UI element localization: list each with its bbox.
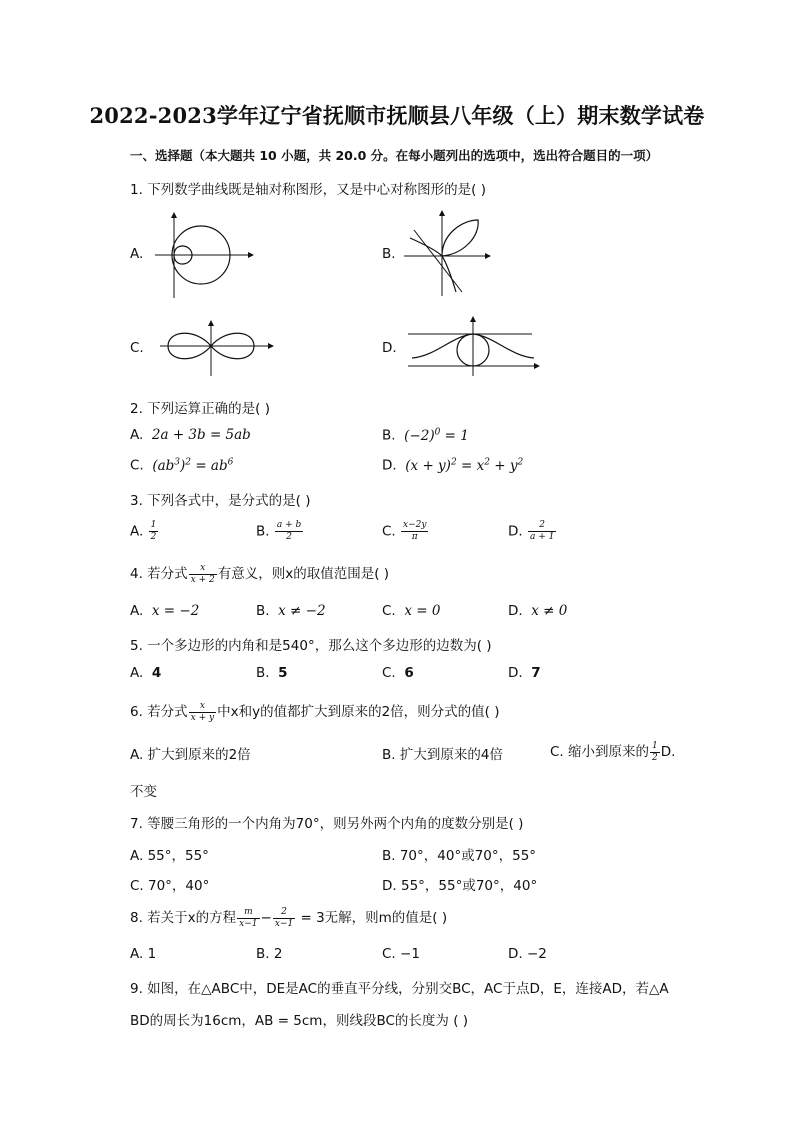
q2-b-rest: = 1 xyxy=(440,427,469,444)
q4-option-c: C. x = 0 xyxy=(382,603,441,619)
q2-c-e3: 6 xyxy=(227,457,234,467)
q2-b-base: (−2) xyxy=(404,427,435,444)
q8-option-a: A. 1 xyxy=(130,946,157,962)
q3-b-fraction: $\frac{a + b}{2}$ xyxy=(276,520,302,542)
question-2-stem: 2. 下列运算正确的是( ) xyxy=(130,401,270,417)
q3-d-fraction: $\frac{2}{a + 1}$ xyxy=(529,520,555,542)
q2-option-c-label: C. xyxy=(130,457,144,474)
q6-fraction: $\frac{x}{x + y}$ xyxy=(190,700,215,723)
q3-option-d-label: D. xyxy=(508,523,523,540)
q6-option-b: B. 扩大到原来的4倍 xyxy=(382,747,503,763)
q3-option-a-label: A. xyxy=(130,523,144,540)
q2-d-plus: + y xyxy=(489,457,518,474)
q3-option-d xyxy=(508,520,557,543)
q7-option-a: A. 55°，55° xyxy=(130,848,209,864)
q4-option-a: A. x = −2 xyxy=(130,603,200,619)
q3-c-fraction: $\frac{x-2y}{\pi}$ xyxy=(403,520,427,542)
question-7-stem: 7. 等腰三角形的一个内角为70°，则另外两个内角的度数分别是( ) xyxy=(130,816,524,832)
q1-figure-d xyxy=(404,314,549,378)
q2-d-e3: 2 xyxy=(517,457,524,467)
q7-option-c: C. 70°，40° xyxy=(130,878,210,894)
q3-option-a xyxy=(130,520,159,543)
q6-pre: 6. 若分式 xyxy=(130,704,188,720)
question-3-stem: 3. 下列各式中，是分式的是( ) xyxy=(130,493,311,509)
q4-fraction: $\frac{x}{x + 2}$ xyxy=(190,562,215,585)
q4-option-b: B. x ≠ −2 xyxy=(256,603,326,619)
q5-option-c: C. 6 xyxy=(382,665,414,681)
q8-fraction-1: $\frac{m}{x-1}$ xyxy=(239,906,258,929)
q1-figure-a xyxy=(150,210,260,300)
q2-option-d-label: D. xyxy=(382,457,397,474)
q2-c-pre: (ab xyxy=(152,457,175,474)
q5-option-a: A. 4 xyxy=(130,665,162,681)
q6-post: 中x和y的值都扩大到原来的2倍，则分式的值( ) xyxy=(217,704,500,720)
question-4-stem xyxy=(130,562,389,586)
q2-option-b-label: B. xyxy=(382,427,396,444)
q6-option-c: C. 缩小到原来的 $\frac{1}{2}$ D. xyxy=(550,740,676,763)
q1-option-a-label: A. xyxy=(130,246,144,262)
question-9-line-2: BD的周长为16cm，AB = 5cm，则线段BC的长度为 ( ) xyxy=(130,1013,469,1029)
q2-option-a-expr: 2a + 3b = 5ab xyxy=(151,427,251,443)
q5-option-d: D. 7 xyxy=(508,665,541,681)
q2-option-c xyxy=(130,457,233,474)
question-8-stem xyxy=(130,906,447,930)
q2-d-pre: (x + y) xyxy=(405,457,451,474)
q1-option-b-label: B. xyxy=(382,246,396,262)
q3-option-b-label: B. xyxy=(256,523,270,540)
q6-option-a: A. 扩大到原来的2倍 xyxy=(130,747,251,763)
q2-b-exp: 0 xyxy=(434,427,441,437)
q8-option-c: C. −1 xyxy=(382,946,420,962)
q3-option-c xyxy=(382,520,429,543)
question-6-stem xyxy=(130,700,500,724)
q7-option-b: B. 70°，40°或70°，55° xyxy=(382,848,537,864)
q6-option-d-continuation: 不变 xyxy=(130,784,157,800)
q3-option-c-label: C. xyxy=(382,523,396,540)
q8-option-b: B. 2 xyxy=(256,946,283,962)
q2-d-e2: 2 xyxy=(484,457,490,467)
page-title: 2022-2023学年辽宁省抚顺市抚顺县八年级（上）期末数学试卷 xyxy=(89,103,705,128)
q1-figure-b xyxy=(402,208,502,298)
q7-option-d: D. 55°，55°或70°，40° xyxy=(382,878,538,894)
q2-c-e1: 3 xyxy=(174,457,181,467)
q8-minus: − xyxy=(260,910,272,926)
q2-c-mid: ) xyxy=(180,457,186,474)
q1-figure-c xyxy=(158,318,278,378)
q1-option-d-label: D. xyxy=(382,340,397,356)
q3-option-b xyxy=(256,520,304,543)
question-9-line-1: 9. 如图，在△ABC中，DE是AC的垂直平分线，分别交BC，AC于点D，E，连接AD，若△A xyxy=(130,981,669,997)
q4-post: 有意义，则x的取值范围是( ) xyxy=(217,566,390,582)
q1-option-c-label: C. xyxy=(130,340,144,356)
q8-option-d: D. −2 xyxy=(508,946,547,962)
q2-d-e1: 2 xyxy=(450,457,457,467)
section-heading: 一、选择题（本大题共 10 小题，共 20.0 分。在每小题列出的选项中，选出符合题目的一项） xyxy=(130,148,659,163)
q8-post: = 3无解，则m的值是( ) xyxy=(296,910,448,926)
q2-option-a-label: A. xyxy=(130,427,144,443)
q2-option-d xyxy=(382,457,523,474)
q4-option-d: D. x ≠ 0 xyxy=(508,603,568,619)
question-5-stem: 5. 一个多边形的内角和是540°，那么这个多边形的边数为( ) xyxy=(130,638,492,654)
q8-pre: 8. 若关于x的方程 xyxy=(130,910,237,926)
q6-c-fraction: $\frac{1}{2}$ xyxy=(652,740,658,763)
q8-fraction-2: $\frac{2}{x-1}$ xyxy=(274,906,294,929)
q2-c-e2: 2 xyxy=(185,457,192,467)
q2-option-b xyxy=(382,427,469,444)
q4-pre: 4. 若分式 xyxy=(130,566,188,582)
q3-a-fraction: $\frac{1}{2}$ xyxy=(150,520,157,542)
q2-c-eq: = ab xyxy=(191,457,228,474)
question-1-stem: 1. 下列数学曲线既是轴对称图形，又是中心对称图形的是( ) xyxy=(130,182,486,198)
q2-d-eq: = x xyxy=(456,457,485,474)
q5-option-b: B. 5 xyxy=(256,665,288,681)
q2-option-a xyxy=(130,427,251,443)
